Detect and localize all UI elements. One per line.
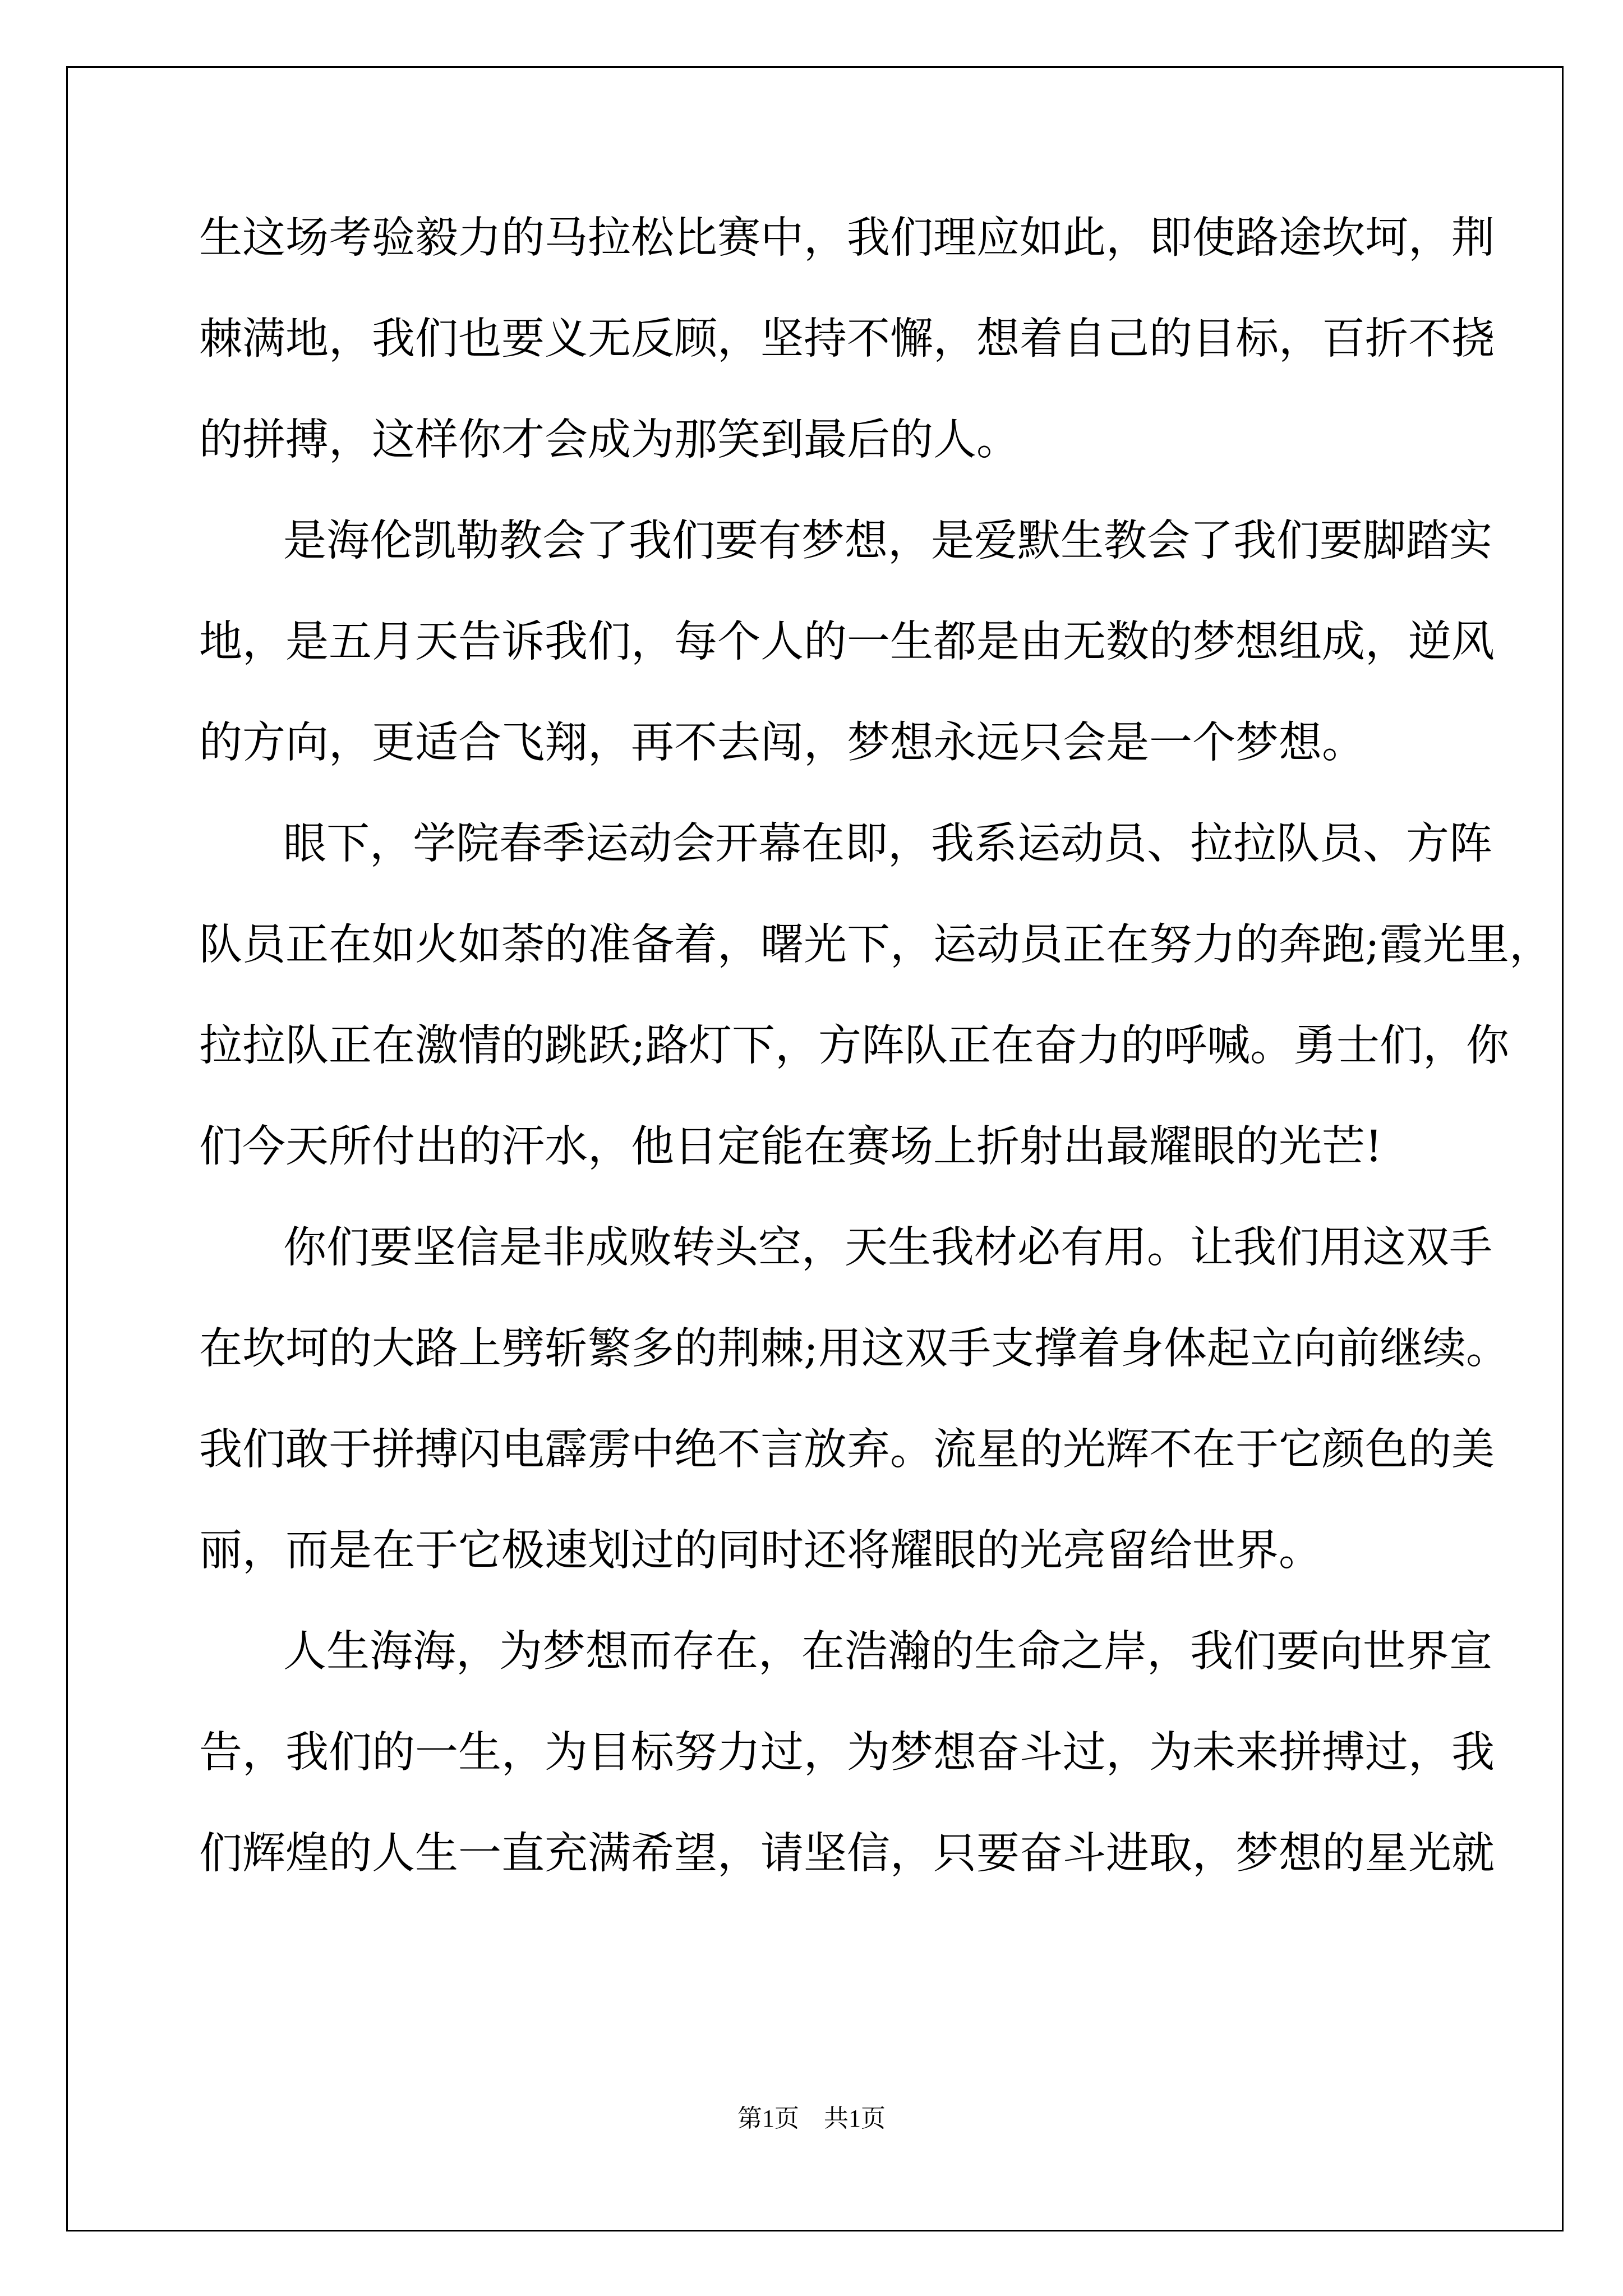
text-line: 人生海海，为梦想而存在，在浩瀚的生命之岸，我们要向世界宣 — [283, 1627, 1492, 1677]
page-number-footer: 第1页 共1页 — [737, 2105, 886, 2132]
text-line: 队员正在如火如荼的准备着，曙光下，运动员正在努力的奔跑;霞光里， — [199, 920, 1552, 970]
text-line: 眼下，学院春季运动会开幕在即，我系运动员、拉拉队员、方阵 — [283, 819, 1492, 869]
text-line: 棘满地，我们也要义无反顾，坚持不懈，想着自己的目标，百折不挠 — [199, 314, 1495, 364]
text-line: 在坎坷的大路上劈斩繁多的荆棘;用这双手支撑着身体起立向前继续。 — [199, 1324, 1509, 1374]
text-line: 告，我们的一生，为目标努力过，为梦想奋斗过，为未来拼搏过，我 — [199, 1728, 1495, 1778]
text-line: 们今天所付出的汗水，他日定能在赛场上折射出最耀眼的光芒! — [199, 1122, 1382, 1172]
text-line: 拉拉队正在激情的跳跃;路灯下，方阵队正在奋力的呼喊。勇士们，你 — [199, 1021, 1509, 1071]
text-line: 地，是五月天告诉我们，每个人的一生都是由无数的梦想组成，逆风 — [199, 617, 1495, 667]
text-line: 生这场考验毅力的马拉松比赛中，我们理应如此，即使路途坎坷，荆 — [199, 213, 1495, 263]
text-line: 你们要坚信是非成败转头空，天生我材必有用。让我们用这双手 — [283, 1223, 1492, 1273]
text-line: 丽，而是在于它极速划过的同时还将耀眼的光亮留给世界。 — [199, 1526, 1322, 1576]
document-body — [199, 213, 1552, 1930]
text-line: 们辉煌的人生一直充满希望，请坚信，只要奋斗进取，梦想的星光就 — [199, 1829, 1495, 1879]
text-line: 我们敢于拼搏闪电霹雳中绝不言放弃。流星的光辉不在于它颜色的美 — [199, 1425, 1495, 1475]
text-line: 的方向，更适合飞翔，再不去闯，梦想永远只会是一个梦想。 — [199, 718, 1365, 768]
text-line: 是海伦凯勒教会了我们要有梦想，是爱默生教会了我们要脚踏实 — [283, 516, 1492, 566]
text-line: 的拼搏，这样你才会成为那笑到最后的人。 — [199, 415, 1020, 465]
